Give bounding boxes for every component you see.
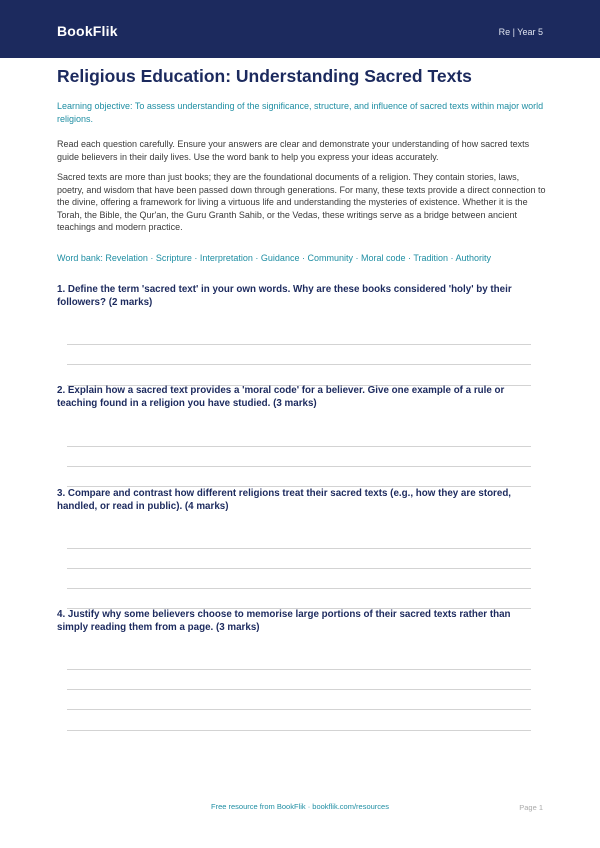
answer-line[interactable]	[67, 446, 531, 447]
page-title: Religious Education: Understanding Sacred Texts	[57, 66, 472, 86]
answer-line[interactable]	[67, 669, 531, 670]
subject-year-label: Re | Year 5	[498, 27, 543, 37]
page-number: Page 1	[519, 803, 543, 812]
footer-resource-link[interactable]: Free resource from BookFlik · bookflik.com/resources	[211, 802, 389, 811]
question-2: 2. Explain how a sacred text provides a 'moral code' for a believer. Give one example of a rule or teaching found in a religion you have studied. (3 marks)	[57, 385, 505, 409]
question-4: 4. Justify why some believers choose to memorise large portions of their sacred texts rather than simply reading them from a page. (3 marks)	[57, 609, 511, 633]
answer-line[interactable]	[67, 344, 531, 345]
answer-line[interactable]	[67, 466, 531, 467]
header-bar	[0, 0, 600, 58]
answer-line[interactable]	[67, 689, 531, 690]
answer-line[interactable]	[67, 588, 531, 589]
instructions-paragraph: Read each question carefully. Ensure your answers are clear and demonstrate your understanding of how sacred texts guide believers in their daily lives. Use the word bank to help you express your ideas accurately.	[57, 139, 530, 162]
answer-line[interactable]	[67, 364, 531, 365]
word-bank: Word bank: Revelation · Scripture · Interpretation · Guidance · Community · Moral code · Tradition · Authority	[57, 253, 492, 263]
question-3: 3. Compare and contrast how different religions treat their sacred texts (e.g., how they are stored, handled, or read in public). (4 marks)	[57, 488, 512, 512]
learning-objective: Learning objective: To assess understanding of the significance, structure, and influence of sacred texts within major world religions.	[57, 101, 544, 124]
answer-line[interactable]	[67, 568, 531, 569]
answer-line[interactable]	[67, 730, 531, 731]
answer-line[interactable]	[67, 709, 531, 710]
question-1: 1. Define the term 'sacred text' in your own words. Why are these books considered 'holy' by their followers? (2 marks)	[57, 284, 512, 308]
brand-logo[interactable]: BookFlik	[57, 23, 118, 39]
answer-line[interactable]	[67, 548, 531, 549]
passage-paragraph: Sacred texts are more than just books; they are the foundational documents of a religion. They contain stories, laws, poetry, and wisdom that have been passed down through generations. For many, these texts provide a direct connection to the divine, offering a framework for living a virtuous life and understanding the mysteries of existence. Whether it is the Torah, the Bible, the Qur'an, the Guru Granth Sahib, or the Vedas, these writings serve as a bridge between ancient teachings and modern practice.	[57, 172, 546, 233]
